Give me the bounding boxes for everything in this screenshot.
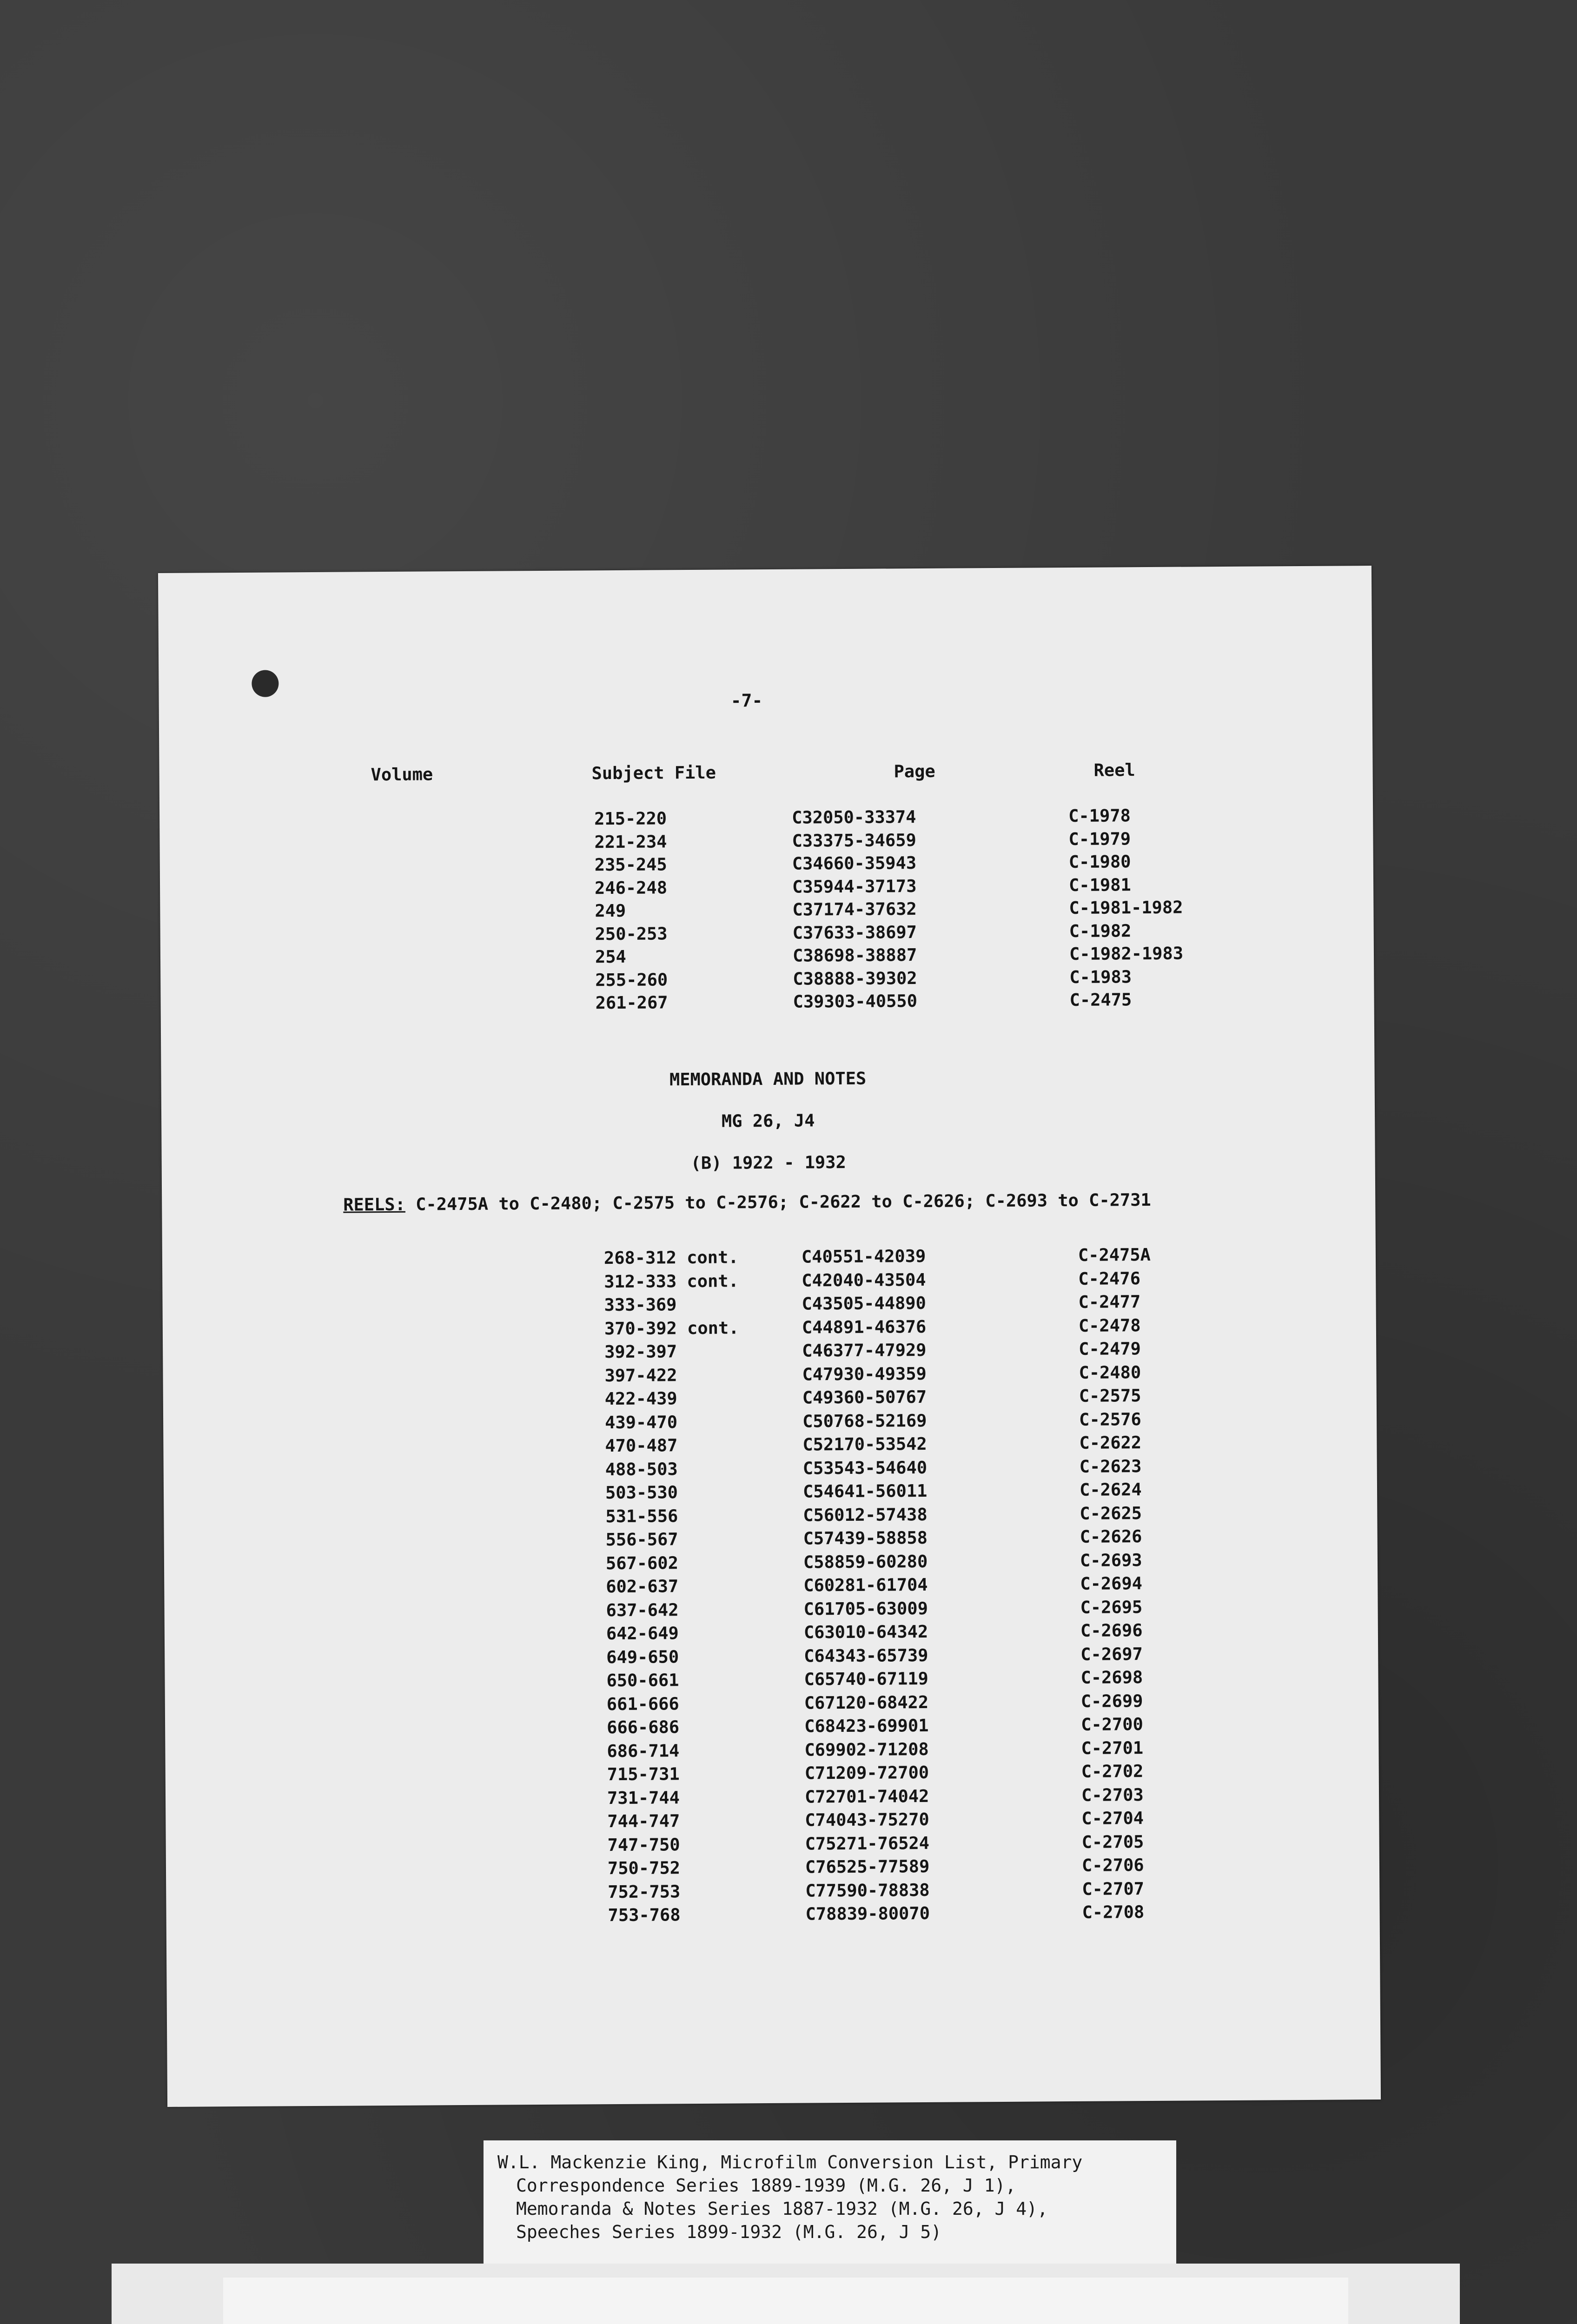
table1-subject-cell: 246-248 <box>594 877 668 898</box>
table2-page-cell: C43505-44890 <box>802 1293 927 1314</box>
document-sheet <box>158 566 1381 2107</box>
table1-page-cell: C39303-40550 <box>793 991 918 1012</box>
table1-page-cell: C37633-38697 <box>792 922 917 943</box>
table2-page-cell: C40551-42039 <box>801 1246 926 1267</box>
table2-reel-cell: C-2703 <box>1081 1784 1144 1805</box>
table1-subject-cell: 235-245 <box>594 854 667 875</box>
table2-page-cell: C56012-57438 <box>803 1504 928 1525</box>
table2-subject-cell: 642-649 <box>606 1623 679 1644</box>
table2-reel-cell: C-2699 <box>1080 1690 1143 1711</box>
table1-page-cell: C38888-39302 <box>793 968 917 989</box>
table1-subject-column <box>594 807 668 1014</box>
table1-reel-cell: C-1983 <box>1069 966 1132 987</box>
table2-reel-column <box>1078 1243 1155 1924</box>
table2-subject-cell: 567-602 <box>605 1552 679 1573</box>
header-subject-file: Subject File <box>591 762 716 784</box>
table2-page-cell: C58859-60280 <box>803 1551 928 1572</box>
table2-reel-cell: C-2701 <box>1081 1737 1144 1758</box>
table1-reel-cell: C-1979 <box>1068 828 1131 849</box>
table2-page-cell: C78839-80070 <box>805 1903 930 1924</box>
table1-subject-cell: 250-253 <box>595 923 668 944</box>
table1-reel-cell: C-1982-1983 <box>1069 943 1184 964</box>
table2-subject-cell: 268-312 cont. <box>603 1247 739 1268</box>
table2-subject-cell: 747-750 <box>607 1834 680 1855</box>
table1-reel-column <box>1068 804 1184 1012</box>
table2-subject-column <box>604 1246 743 1927</box>
caption-line: Speeches Series 1899-1932 (M.G. 26, J 5) <box>516 2222 942 2242</box>
table2-subject-cell: 637-642 <box>606 1599 679 1620</box>
table2-subject-cell: 731-744 <box>607 1787 680 1808</box>
table2-page-cell: C76525-77589 <box>805 1856 930 1877</box>
table2-page-cell: C75271-76524 <box>805 1833 930 1854</box>
table2-subject-cell: 715-731 <box>607 1764 680 1785</box>
header-reel: Reel <box>1093 760 1135 780</box>
punch-hole <box>252 670 278 697</box>
table2-page-cell: C65740-67119 <box>804 1668 928 1690</box>
table2-subject-cell: 753-768 <box>608 1905 681 1926</box>
table2-reel-cell: C-2694 <box>1080 1573 1143 1594</box>
table2-reel-cell: C-2623 <box>1079 1456 1142 1477</box>
table2-reel-cell: C-2705 <box>1081 1831 1144 1852</box>
table2-reel-cell: C-2698 <box>1080 1667 1143 1688</box>
table2-reel-cell: C-2480 <box>1079 1362 1141 1383</box>
table1-subject-cell: 261-267 <box>595 992 668 1013</box>
archives-board-panel <box>223 2278 1348 2324</box>
table2-page-cell: C60281-61704 <box>803 1574 928 1596</box>
table2-subject-cell: 752-753 <box>608 1881 681 1902</box>
table1-page-cell: C33375-34659 <box>792 830 916 851</box>
table2-page-cell: C54641-56011 <box>802 1480 928 1502</box>
table2-reel-cell: C-2625 <box>1080 1503 1142 1524</box>
table2-page-cell: C61705-63009 <box>803 1598 928 1619</box>
table2-subject-cell: 650-661 <box>606 1670 679 1691</box>
table2-page-cell: C64343-65739 <box>804 1645 928 1666</box>
table2-page-cell: C46377-47929 <box>802 1340 927 1361</box>
table2-subject-cell: 503-530 <box>605 1482 678 1503</box>
page-number: -7- <box>730 690 763 711</box>
section-title: MEMORANDA AND NOTES <box>669 1068 867 1090</box>
reels-text: C-2475A to C-2480; C-2575 to C-2576; C-2622 to C-2626; C-2693 to C-2731 <box>416 1189 1151 1215</box>
table2-reel-cell: C-2695 <box>1080 1597 1143 1618</box>
table1-subject-cell: 255-260 <box>595 969 668 990</box>
table1-subject-cell: 249 <box>595 900 626 921</box>
table1-page-cell: C37174-37632 <box>792 899 917 920</box>
table2-reel-cell: C-2476 <box>1078 1268 1141 1289</box>
table1-reel-cell: C-1981-1982 <box>1069 897 1183 918</box>
table2-reel-cell: C-2479 <box>1079 1339 1141 1359</box>
table2-subject-cell: 556-567 <box>605 1529 678 1550</box>
table1-page-cell: C38698-38887 <box>792 945 917 966</box>
table2-reel-cell: C-2575 <box>1079 1386 1141 1406</box>
table2-page-cell: C68423-69901 <box>804 1715 929 1736</box>
table2-reel-cell: C-2707 <box>1082 1878 1145 1899</box>
table2-reel-cell: C-2477 <box>1078 1292 1141 1312</box>
table2-page-cell: C69902-71208 <box>804 1739 929 1760</box>
table2-page-cell: C50768-52169 <box>802 1410 927 1432</box>
table1-reel-cell: C-2475 <box>1069 990 1132 1010</box>
table2-reel-cell: C-2706 <box>1081 1855 1144 1875</box>
table1-page-cell: C35944-37173 <box>792 876 917 897</box>
table2-subject-cell: 470-487 <box>605 1435 678 1456</box>
table2-subject-cell: 750-752 <box>607 1858 681 1879</box>
table2-page-cell: C44891-46376 <box>802 1316 927 1338</box>
table2-reel-cell: C-2696 <box>1080 1620 1143 1641</box>
archives-board <box>112 2264 1460 2324</box>
table2-page-cell: C42040-43504 <box>802 1269 926 1291</box>
table2-page-cell: C53543-54640 <box>802 1457 928 1479</box>
table2-subject-cell: 686-714 <box>607 1740 680 1761</box>
table2-subject-cell: 392-397 <box>604 1341 677 1362</box>
table2-page-cell: C57439-58858 <box>803 1527 928 1549</box>
table2-subject-cell: 602-637 <box>606 1576 679 1597</box>
table2-reel-cell: C-2622 <box>1079 1433 1142 1453</box>
table1-page-cell: C32050-33374 <box>792 807 916 828</box>
table1-page-cell: C34660-35943 <box>792 853 917 874</box>
table2-page-cell: C74043-75270 <box>805 1809 929 1830</box>
table2-page-column <box>802 1245 930 1926</box>
table2-reel-cell: C-2708 <box>1082 1902 1145 1922</box>
header-page: Page <box>894 761 935 782</box>
caption-line: Correspondence Series 1889-1939 (M.G. 26, J 1), <box>516 2175 1016 2196</box>
table1-subject-cell: 215-220 <box>594 808 667 829</box>
table2-subject-cell: 744-747 <box>607 1811 680 1832</box>
table2-subject-cell: 312-333 cont. <box>604 1270 739 1292</box>
table2-reel-cell: C-2626 <box>1080 1526 1142 1547</box>
table2-page-cell: C52170-53542 <box>802 1433 927 1455</box>
table2-reel-cell: C-2704 <box>1081 1808 1144 1829</box>
table1-reel-cell: C-1980 <box>1068 852 1131 872</box>
table2-subject-cell: 488-503 <box>605 1459 678 1479</box>
table1-subject-cell: 254 <box>595 946 626 967</box>
table2-subject-cell: 661-666 <box>606 1693 679 1714</box>
table2-subject-cell: 397-422 <box>604 1365 677 1386</box>
table2-page-cell: C63010-64342 <box>803 1621 928 1643</box>
header-volume: Volume <box>371 764 433 785</box>
table2-subject-cell: 439-470 <box>604 1412 678 1433</box>
table2-subject-cell: 666-686 <box>607 1717 680 1738</box>
table2-reel-cell: C-2693 <box>1080 1550 1142 1571</box>
reels-label: REELS: <box>343 1194 406 1215</box>
table2-reel-cell: C-2624 <box>1079 1479 1142 1500</box>
table1-reel-cell: C-1982 <box>1069 920 1132 941</box>
section-mg: MG 26, J4 <box>721 1110 815 1131</box>
table1-reel-cell: C-1978 <box>1068 805 1131 826</box>
table2-page-cell: C77590-78838 <box>805 1880 930 1901</box>
table2-subject-cell: 531-556 <box>605 1505 678 1526</box>
caption-line: W.L. Mackenzie King, Microfilm Conversion List, Primary <box>497 2152 1083 2172</box>
table2-page-cell: C71209-72700 <box>804 1762 929 1783</box>
table2-page-cell: C49360-50767 <box>802 1386 927 1408</box>
table2-reel-cell: C-2700 <box>1080 1714 1143 1735</box>
caption-line: Memoranda & Notes Series 1887-1932 (M.G. 26, J 4), <box>516 2199 1048 2219</box>
section-years: (B) 1922 - 1932 <box>690 1152 846 1174</box>
table2-reel-cell: C-2478 <box>1078 1315 1141 1336</box>
table2-subject-cell: 422-439 <box>604 1388 677 1409</box>
table1-reel-cell: C-1981 <box>1068 874 1131 895</box>
table1-subject-cell: 221-234 <box>594 831 667 852</box>
table2-page-cell: C47930-49359 <box>802 1363 927 1385</box>
table2-reel-cell: C-2697 <box>1080 1644 1143 1664</box>
table2-page-cell: C72701-74042 <box>804 1786 929 1807</box>
table2-subject-cell: 333-369 <box>604 1294 677 1315</box>
table2-reel-cell: C-2702 <box>1081 1761 1144 1782</box>
caption-label <box>484 2140 1176 2264</box>
table2-reel-cell: C-2475A <box>1078 1244 1151 1265</box>
table2-reel-cell: C-2576 <box>1079 1409 1141 1430</box>
table2-subject-cell: 370-392 cont. <box>604 1317 739 1339</box>
table2-page-cell: C67120-68422 <box>804 1692 929 1713</box>
table1-page-column <box>792 805 917 1013</box>
table2-subject-cell: 649-650 <box>606 1646 679 1667</box>
reels-line <box>343 1190 1151 1215</box>
